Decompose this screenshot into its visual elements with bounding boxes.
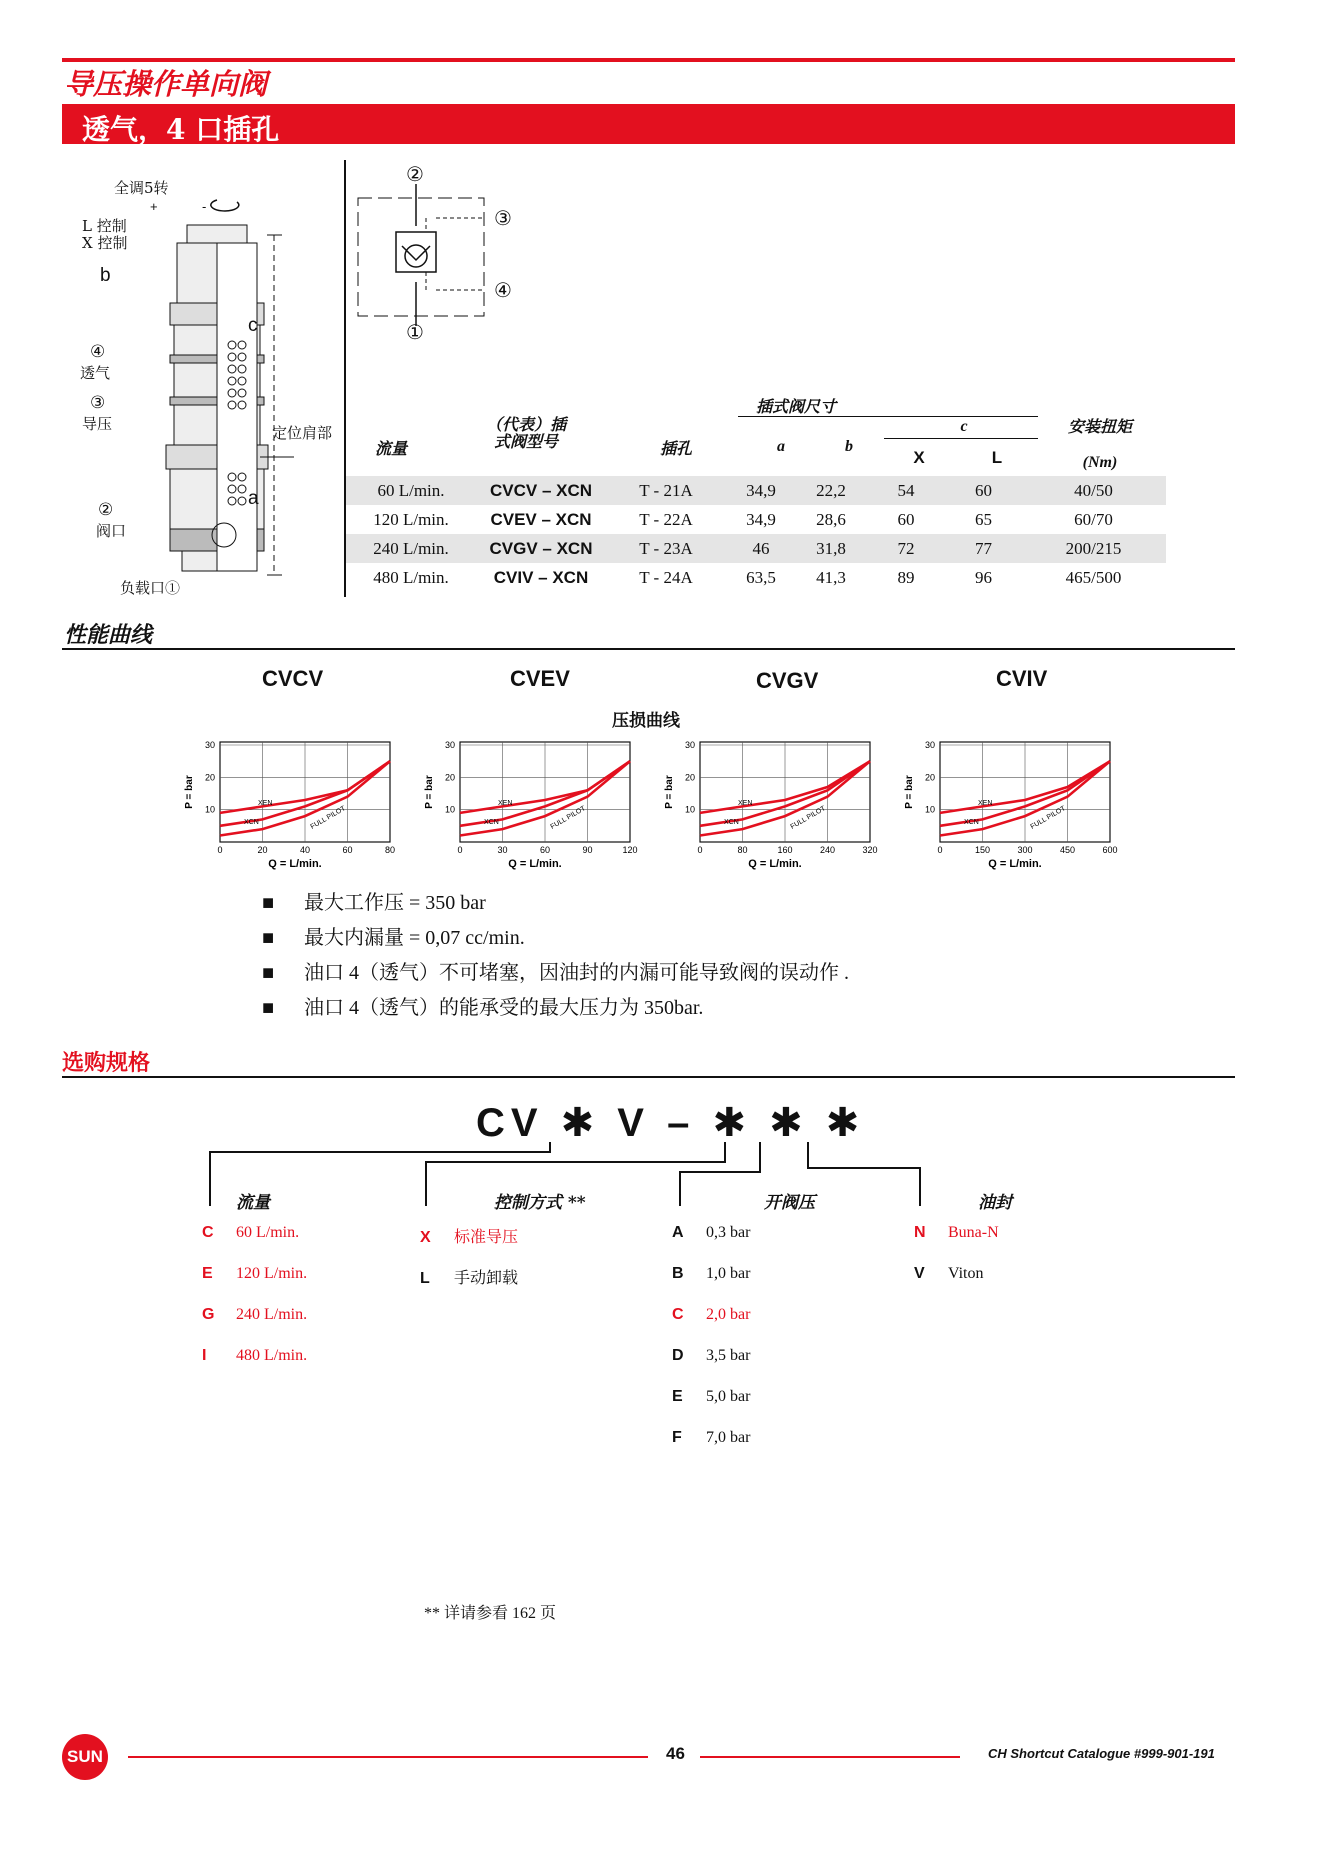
port2-number: ② <box>98 500 114 520</box>
header-b: b <box>845 438 853 455</box>
option-label: 0,3 bar <box>706 1224 751 1241</box>
option-key: E <box>202 1265 213 1282</box>
option-key: G <box>202 1306 215 1323</box>
option-item <box>672 1388 750 1429</box>
option-key: A <box>672 1224 684 1241</box>
table-row <box>346 534 1166 563</box>
port3-label: 导压 <box>82 415 113 433</box>
performance-heading: 性能曲线 <box>64 622 153 648</box>
header-flow: 流量 <box>374 439 407 458</box>
option-key: L <box>420 1270 430 1287</box>
symbol-port-1: ① <box>406 320 424 344</box>
footer-rule-left <box>128 1756 648 1758</box>
curve-label-full-pilot: FULL PILOT <box>1029 805 1067 831</box>
pressure-drop-charts <box>170 730 1130 875</box>
x-axis-label: Q = L/min. <box>988 858 1042 870</box>
cell-a: 46 <box>726 534 796 563</box>
crack-pressure-options <box>672 1224 750 1470</box>
ordering-heading: 选购规格 <box>62 1050 151 1076</box>
chart-title-1: CVCV <box>262 666 324 691</box>
cell-torque: 60/70 <box>1074 509 1113 529</box>
bullet-item: ■ 最大内漏量 = 0,07 cc/min. <box>262 927 525 949</box>
cell-model: CVIV – XCN <box>493 567 589 587</box>
option-label: 3,5 bar <box>706 1347 751 1364</box>
x-tick-label: 0 <box>217 845 223 855</box>
option-label: 1,0 bar <box>706 1265 751 1282</box>
page-subtitle: 透气，4 口插孔 <box>82 113 280 146</box>
curve-label-full-pilot: FULL PILOT <box>789 805 827 831</box>
cell-l: 96 <box>975 567 992 587</box>
curve-label-xen: XEN <box>498 799 513 807</box>
bullet-item: ■ 油口 4（透气）的能承受的最大压力为 350bar. <box>262 997 704 1019</box>
page-number: 46 <box>666 1744 685 1763</box>
option-label: 7,0 bar <box>706 1429 751 1446</box>
hydraulic-symbol <box>350 162 530 347</box>
y-tick-label: 30 <box>204 740 215 750</box>
port4-label: 透气 <box>80 364 111 382</box>
option-item <box>202 1306 307 1347</box>
performance-rule <box>62 648 1235 650</box>
x-tick-label: 20 <box>257 845 268 855</box>
table-row <box>346 563 1166 592</box>
cartridge-cutaway <box>62 165 347 605</box>
cell-b: 22,2 <box>796 476 866 505</box>
cell-x: 54 <box>866 476 946 505</box>
y-tick-label: 30 <box>684 740 695 750</box>
option-label: 120 L/min. <box>236 1265 308 1282</box>
dim-a-label: a <box>248 488 259 509</box>
x-axis-label: Q = L/min. <box>748 858 802 870</box>
cell-l: 60 <box>946 476 1021 505</box>
col-control-title: 控制方式 ** <box>494 1193 586 1213</box>
chart-caption: 压损曲线 <box>612 711 680 730</box>
option-label: 60 L/min. <box>236 1224 300 1241</box>
cell-cavity: T - 23A <box>606 534 726 563</box>
cell-torque: 200/215 <box>1021 534 1166 563</box>
dim-b-label: b <box>100 265 111 286</box>
y-tick-label: 10 <box>684 804 695 815</box>
spec-table-header <box>346 390 1166 476</box>
y-axis-label: P = bar <box>664 775 675 809</box>
y-axis-label: P = bar <box>904 775 915 809</box>
adjust-label: 全调5转 <box>114 179 169 197</box>
chart-title-2: CVEV <box>510 666 570 691</box>
chart-3 <box>650 730 890 875</box>
y-tick-label: 20 <box>444 772 455 783</box>
cell-b: 28,6 <box>816 509 846 529</box>
col-flow-title: 流量 <box>236 1193 270 1213</box>
port3-number: ③ <box>90 393 106 413</box>
option-item <box>672 1429 750 1470</box>
x-tick-label: 60 <box>342 845 353 855</box>
option-key: X <box>420 1229 431 1246</box>
cell-l: 77 <box>946 534 1021 563</box>
option-item <box>202 1265 307 1306</box>
option-label: Viton <box>948 1265 984 1282</box>
x-tick-label: 40 <box>299 845 311 855</box>
flow-options <box>202 1224 307 1388</box>
x-tick-label: 300 <box>1017 845 1033 855</box>
table-row <box>346 476 1166 505</box>
option-item <box>672 1347 750 1388</box>
model-code: CV ✱ V – ✱ ✱ ✱ <box>476 1101 866 1145</box>
option-key: N <box>914 1224 926 1241</box>
option-key: I <box>202 1347 207 1364</box>
header-torque-unit: (Nm) <box>1082 454 1118 471</box>
cell-model: CVCV – XCN <box>476 476 606 505</box>
logo-text: SUN <box>67 1747 103 1766</box>
header-torque: 安装扭矩 <box>1067 417 1132 436</box>
seal-options <box>914 1224 999 1306</box>
cell-b: 41,3 <box>816 567 846 587</box>
page-title: 导压操作单向阀 <box>64 67 268 101</box>
spec-bullets <box>262 886 849 1026</box>
x-axis-label: Q = L/min. <box>268 858 322 870</box>
option-item <box>420 1265 518 1306</box>
x-tick-label: 80 <box>384 845 396 855</box>
chart-title-4: CVIV <box>996 666 1048 691</box>
option-key: B <box>672 1265 684 1282</box>
header-rule-1 <box>738 416 1038 417</box>
spec-table <box>346 476 1166 592</box>
cell-cavity: T - 21A <box>606 476 726 505</box>
x-tick-label: 320 <box>862 845 878 855</box>
option-item <box>914 1265 999 1306</box>
option-key: V <box>914 1265 925 1282</box>
curve-label-xen: XEN <box>738 799 753 807</box>
ordering-rule <box>62 1076 1235 1078</box>
option-label: 2,0 bar <box>706 1306 751 1323</box>
option-key: E <box>672 1388 683 1405</box>
cell-b: 31,8 <box>796 534 866 563</box>
table-row <box>346 505 1166 534</box>
x-tick-label: 0 <box>937 845 943 855</box>
cell-flow: 480 L/min. <box>373 567 449 587</box>
footnote: ** 详请参看 162 页 <box>424 1605 557 1622</box>
option-label: 480 L/min. <box>236 1347 308 1364</box>
adjust-minus: - <box>202 199 207 214</box>
x-control-label: X 控制 <box>82 234 128 252</box>
x-tick-label: 30 <box>497 845 508 855</box>
option-item <box>202 1224 307 1265</box>
option-key: F <box>672 1429 682 1446</box>
y-tick-label: 30 <box>444 740 455 750</box>
adjust-plus: + <box>150 199 158 214</box>
control-options <box>420 1224 518 1306</box>
chart-title-3: CVGV <box>756 668 819 693</box>
col-seal-title: 油封 <box>978 1193 1012 1213</box>
dim-c-label: c <box>248 315 258 336</box>
x-tick-label: 0 <box>457 845 463 855</box>
load-port-label: 负载口① <box>120 579 181 597</box>
header-cavity-dims: 插式阀尺寸 <box>755 397 836 416</box>
x-tick-label: 80 <box>737 845 748 855</box>
header-c: c <box>960 418 968 435</box>
chart-2 <box>410 730 650 875</box>
x-tick-label: 240 <box>819 845 836 855</box>
header-x: X <box>913 448 925 467</box>
x-tick-label: 60 <box>539 845 551 855</box>
option-item <box>672 1224 750 1265</box>
option-label: 5,0 bar <box>706 1388 751 1405</box>
col-crack-title: 开阀压 <box>764 1193 815 1213</box>
cell-l: 65 <box>975 509 992 529</box>
bullet-item: ■ 油口 4（透气）不可堵塞，因油封的内漏可能导致阀的误动作 . <box>262 962 849 984</box>
option-key: C <box>672 1306 684 1323</box>
curve-label-xen: XEN <box>978 799 993 807</box>
cell-cavity: T - 24A <box>639 567 693 587</box>
option-key: D <box>672 1347 684 1364</box>
x-tick-label: 0 <box>697 845 703 855</box>
option-item <box>202 1347 307 1388</box>
port4-number: ④ <box>90 342 106 362</box>
symbol-port-4: ④ <box>494 278 512 302</box>
cell-cavity: T - 22A <box>639 509 693 529</box>
curve-label-xcn: XCN <box>964 819 979 827</box>
cell-a: 34,9 <box>726 476 796 505</box>
y-tick-label: 10 <box>444 804 455 815</box>
curve-label-full-pilot: FULL PILOT <box>549 805 587 831</box>
option-label: 手动卸载 <box>454 1270 519 1287</box>
y-tick-label: 30 <box>924 740 935 750</box>
cell-flow: 120 L/min. <box>373 509 449 529</box>
cell-model: CVEV – XCN <box>490 509 592 529</box>
cell-flow: 240 L/min. <box>346 534 476 563</box>
footer-rule-right <box>700 1756 960 1758</box>
option-label: 标准导压 <box>454 1229 519 1246</box>
option-label: 240 L/min. <box>236 1306 308 1323</box>
curve-label-xen: XEN <box>258 799 273 807</box>
y-tick-label: 10 <box>924 804 935 815</box>
cell-model: CVGV – XCN <box>476 534 606 563</box>
option-label: Buna-N <box>948 1224 999 1241</box>
x-tick-label: 150 <box>974 845 991 855</box>
curve-label-full-pilot: FULL PILOT <box>309 805 347 831</box>
option-item <box>672 1265 750 1306</box>
sun-logo-icon <box>62 1734 108 1780</box>
cell-flow: 60 L/min. <box>346 476 476 505</box>
option-key: C <box>202 1224 214 1241</box>
shoulder-label: 定位肩部 <box>272 424 333 442</box>
curve-label-xcn: XCN <box>484 819 499 827</box>
curve-label-xcn: XCN <box>244 819 259 827</box>
option-item <box>420 1224 518 1265</box>
x-tick-label: 600 <box>1102 845 1118 855</box>
header-cavity: 插孔 <box>659 439 692 458</box>
y-tick-label: 10 <box>204 804 215 815</box>
x-axis-label: Q = L/min. <box>508 858 562 870</box>
catalogue-id: CH Shortcut Catalogue #999-901-191 <box>988 1746 1215 1761</box>
header-model: （代表）插式阀型号 <box>486 415 567 451</box>
x-tick-label: 450 <box>1059 845 1076 855</box>
cell-x: 89 <box>897 567 915 587</box>
option-item <box>672 1306 750 1347</box>
symbol-port-3: ③ <box>494 206 512 230</box>
cell-x: 72 <box>866 534 946 563</box>
y-tick-label: 20 <box>684 772 695 783</box>
chart-1 <box>170 730 410 875</box>
curve-label-xcn: XCN <box>724 819 739 827</box>
cell-torque: 40/50 <box>1021 476 1166 505</box>
header-l: L <box>991 448 1003 467</box>
bullet-item: ■ 最大工作压 = 350 bar <box>262 892 486 914</box>
l-control-label: L 控制 <box>82 217 127 235</box>
header-a: a <box>777 438 785 455</box>
chart-4 <box>890 730 1130 875</box>
x-tick-label: 160 <box>777 845 793 855</box>
y-tick-label: 20 <box>204 772 215 783</box>
cell-a: 34,9 <box>746 509 776 529</box>
check-valve-symbol-icon <box>350 162 530 347</box>
port2-label: 阀口 <box>96 522 127 540</box>
y-axis-label: P = bar <box>424 775 435 809</box>
symbol-port-2: ② <box>406 162 424 186</box>
y-tick-label: 20 <box>924 772 935 783</box>
header-rule-2 <box>884 438 1038 439</box>
cell-x: 60 <box>897 509 915 529</box>
cell-a: 63,5 <box>746 567 776 587</box>
x-tick-label: 120 <box>622 845 638 855</box>
option-item <box>914 1224 999 1265</box>
x-tick-label: 90 <box>582 845 593 855</box>
cell-torque: 465/500 <box>1065 567 1122 587</box>
y-axis-label: P = bar <box>184 775 195 809</box>
